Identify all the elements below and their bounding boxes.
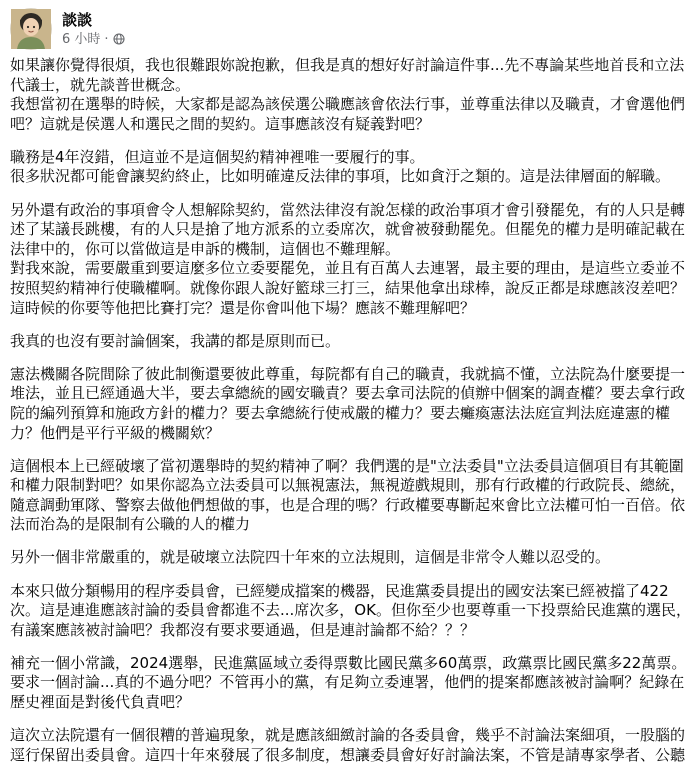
post-text-line: 隨意調動軍隊、警察去做他們想做的事，也是合理的嗎？行政權要專斷起來會比立法權可怕一百倍。依 — [10, 495, 686, 514]
post-text-line: 逕行保留出委員會。這四十年來發展了很多制度，想讓委員會好好討論法案，不管是請專家學者、公聽 — [10, 745, 686, 764]
post-text-line: 吧？這就是侯選人和選民之間的契約。這事應該沒有疑義對吧？ — [10, 114, 431, 133]
timestamp[interactable]: 6 小時 — [62, 31, 101, 47]
post-paragraph — [10, 548, 686, 568]
post-text-line: 代議士，就先談普世概念。 — [10, 75, 191, 94]
post-paragraph — [10, 56, 686, 134]
post-text-line: 和權力限制對吧？如果你認為立法委員可以無視憲法，無視遊戲規則，那有行政權的行政院長、總統， — [10, 476, 686, 495]
post-text-line: 另外一個非常嚴重的，就是破壞立法院四十年來的立法規則，這個是非常令人難以忍受的。 — [10, 548, 611, 567]
post-text-line: 補充一個小常識，2024選舉，民進黨區域立委得票數比國民黨多60萬票，政黨票比國民黨多22萬票。 — [10, 653, 687, 672]
post-text-line: 我想當初在選舉的時候，大家都是認為該侯選公職應該會依法行事，並尊重法律以及職責，才會選他們 — [10, 95, 686, 114]
post-text-line: 歷史裡面是對後代負責吧？ — [10, 693, 191, 712]
post-text-line: 這時候的你要等他把比賽打完？還是你會叫他下場？應該不難理解吧？ — [10, 298, 476, 317]
post-text-line: 如果讓你覺得很煩，我也很難跟妳說抱歉，但我是真的想好好討論這件事...先不專論某些地首長和立法 — [10, 56, 685, 74]
avatar-illustration — [11, 9, 51, 49]
post-text-line: 本來只做分類暢用的程序委員會，已經變成擋案的機器，民進黨委員提出的國安法案已經被擋了422 — [10, 581, 669, 600]
post-text-line: 另外還有政治的事項會令人想解除契約，當然法律沒有說怎樣的政治事項才會引發罷免，有的人只是轉 — [10, 200, 686, 219]
post-paragraph — [10, 365, 686, 443]
post-text-line: 法律中的，你可以當做這是申訴的機制，這個也不難理解。 — [10, 239, 401, 258]
post-paragraph — [10, 457, 686, 535]
post-text-line: 這個根本上已經破壞了當初選舉時的契約精神了啊？我們選的是"立法委員"立法委員這個項目有其範圍 — [10, 456, 684, 475]
post-text-line: 次。這是連進應該討論的委員會都進不去...席次多，OK。但你至少也要尊重一下投票給民進黨的選民， — [10, 601, 691, 620]
post-text-line: 對我來說，需要嚴重到要這麼多位立委要罷免，並且有百萬人去連署，最主要的理由，是這些立委並不 — [10, 259, 686, 278]
globe-icon[interactable] — [113, 33, 125, 45]
post-text-line: 這次立法院還有一個很糟的普遍現象，就是應該細緻討論的各委員會，幾乎不討論法案細項，一股腦的 — [10, 726, 686, 745]
separator-dot: · — [104, 31, 109, 47]
avatar[interactable] — [10, 8, 52, 50]
post-header — [10, 8, 125, 50]
post-paragraph — [10, 201, 686, 319]
post-body — [10, 56, 691, 779]
post-subline — [62, 31, 125, 48]
author-name[interactable]: 談談 — [62, 10, 93, 29]
post-text-line: 院的編列預算和施政方針的權力？要去拿總統行使戒嚴的權力？要去癱瘓憲法法庭宣判法庭違憲的權 — [10, 403, 671, 422]
post-text-line: 堆法，並且已經通過大半，要去拿總統的國安職責？要去拿司法院的偵辦中個案的調查權？要去拿行政 — [10, 384, 686, 403]
post-text-line: 法而治為的是限制有公職的人的權力 — [10, 515, 251, 534]
post-text-line: 有議案應該被討論吧？我都沒有要求要通過，但是連討論都不給？？？ — [10, 620, 476, 639]
post-text-line: 很多狀況都可能會讓契約終止，比如明確違反法律的事項，比如貪汙之類的。這是法律層面的解職。 — [10, 167, 671, 186]
post-paragraph — [10, 726, 686, 765]
post-text-line: 要求一個討論...真的不過分吧？不管再小的黨，有足夠立委連署，他們的提案都應該被討論啊？紀錄在 — [10, 673, 685, 692]
post-text-line: 我真的也沒有要討論個案，我講的都是原則而已。 — [10, 331, 341, 350]
post-meta — [62, 11, 125, 48]
post-text-line: 力？他們是平行平級的機關欸？ — [10, 423, 221, 442]
post-paragraph — [10, 581, 691, 641]
post-text-line: 按照契約精神行使職權啊。就像你跟人說好籃球三打三，結果他拿出球棒，說反正都是球應該沒差吧？ — [10, 278, 686, 297]
post-text-line: 職務是4年沒錯，但這並不是這個契約精神裡唯一要履行的事。 — [10, 147, 425, 166]
post-paragraph — [10, 654, 686, 713]
post-text-line: 憲法機關各院間除了彼此制衡還要彼此尊重，每院都有自己的職責，我就搞不懂，立法院為什麼要提一 — [10, 364, 686, 383]
post-text-line: 述了某議長跳樓，有的人只是搶了地方派系的立委席次，就會被發動罷免。但罷免的權力是明確記載在 — [10, 220, 686, 239]
post-paragraph — [10, 332, 686, 352]
post-paragraph — [10, 148, 686, 187]
